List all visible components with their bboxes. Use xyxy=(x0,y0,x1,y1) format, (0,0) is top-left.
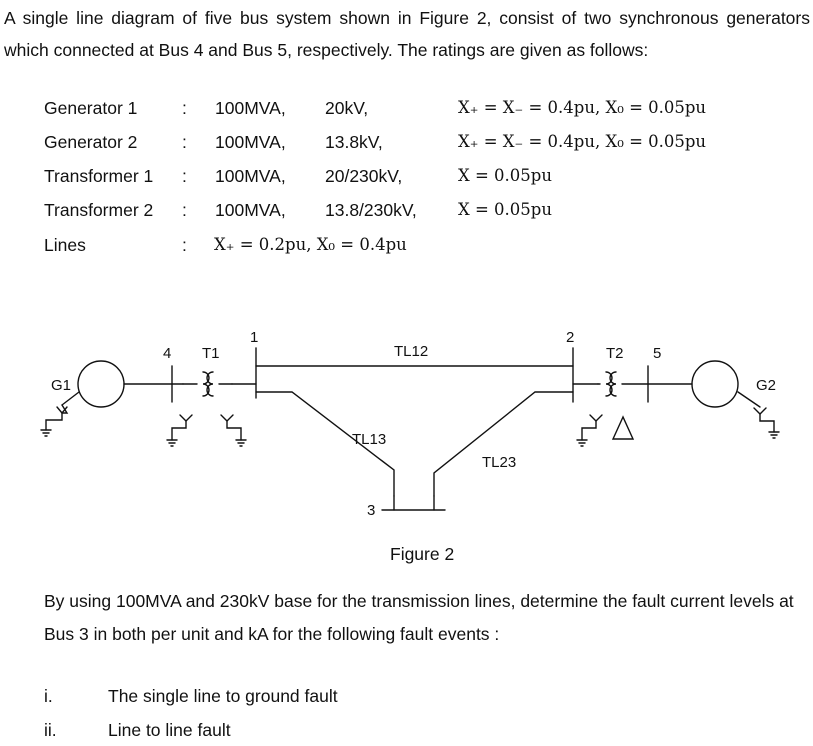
rating-name: Generator 2 xyxy=(44,132,138,152)
figure-caption: Figure 2 xyxy=(390,544,455,564)
bus-3-label: 3 xyxy=(367,502,376,519)
transformer-2 xyxy=(598,345,692,396)
list-item-text: Line to line fault xyxy=(108,720,231,740)
bus-1-label: 1 xyxy=(250,329,259,346)
rating-mva: 100MVA, xyxy=(215,132,286,152)
bus-2-label: 2 xyxy=(566,329,575,346)
transmission-line-tl23 xyxy=(434,392,573,496)
rating-colon: : xyxy=(182,166,187,186)
generator-2 xyxy=(692,361,776,407)
rating-colon: : xyxy=(182,200,187,220)
rating-colon: : xyxy=(182,98,187,118)
rating-kv: 20kV, xyxy=(325,98,369,118)
rating-reactance: X = 0.05pu xyxy=(458,166,552,185)
bus-5 xyxy=(648,345,661,402)
transmission-line-tl13 xyxy=(256,392,394,496)
delta-winding-symbol xyxy=(613,417,633,439)
tl13-label: TL13 xyxy=(352,431,387,448)
generator-1 xyxy=(51,361,124,407)
rating-mva: 100MVA, xyxy=(215,200,286,220)
transformer-1 xyxy=(183,345,232,396)
rating-name: Transformer 2 xyxy=(44,200,154,220)
ground-symbol-t1-left xyxy=(167,415,192,446)
list-item-text: The single line to ground fault xyxy=(108,686,338,706)
rating-kv: 13.8/230kV, xyxy=(325,200,417,220)
g2-label: G2 xyxy=(756,377,777,394)
rating-name: Lines xyxy=(44,235,86,255)
rating-colon: : xyxy=(182,235,187,255)
g1-label: G1 xyxy=(51,377,72,394)
question-paragraph: By using 100MVA and 230kV base for the transmission lines, determine the fault current levels at Bus 3 in both per unit and kA for the following fault events : xyxy=(44,591,794,644)
tl12-label: TL12 xyxy=(394,343,429,360)
rating-kv: 13.8kV, xyxy=(325,132,383,152)
rating-name: Generator 1 xyxy=(44,98,138,118)
rating-reactance: X = 0.05pu xyxy=(458,200,552,219)
list-item-number: i. xyxy=(44,686,53,706)
rating-kv: 20/230kV, xyxy=(325,166,403,186)
list-item-number: ii. xyxy=(44,720,57,740)
transmission-line-tl12 xyxy=(256,343,573,366)
bus-1 xyxy=(232,329,258,398)
rating-name: Transformer 1 xyxy=(44,166,154,186)
ground-symbol-g2 xyxy=(754,408,779,438)
t1-label: T1 xyxy=(202,345,220,362)
ground-symbol-g1 xyxy=(41,405,67,436)
single-line-diagram xyxy=(0,320,813,530)
rating-reactance: X₊ = 0.2pu, X₀ = 0.4pu xyxy=(214,235,407,254)
rating-mva: 100MVA, xyxy=(215,98,286,118)
bus-3 xyxy=(367,496,445,519)
bus-4 xyxy=(163,345,172,402)
t2-label: T2 xyxy=(606,345,624,362)
rating-reactance: X₊ = X₋ = 0.4pu, X₀ = 0.05pu xyxy=(458,132,707,151)
bus-4-label: 4 xyxy=(163,345,172,362)
ground-symbol-t2 xyxy=(577,415,602,446)
ground-symbol-t1-right xyxy=(221,415,246,446)
rating-mva: 100MVA, xyxy=(215,166,286,186)
bus-5-label: 5 xyxy=(653,345,662,362)
rating-reactance: X₊ = X₋ = 0.4pu, X₀ = 0.05pu xyxy=(458,98,707,117)
intro-paragraph: A single line diagram of five bus system shown in Figure 2, consist of two synchronous generators which connected at Bus 4 and Bus 5, respectively. The ratings are given as follows: xyxy=(4,8,810,60)
rating-colon: : xyxy=(182,132,187,152)
tl23-label: TL23 xyxy=(482,454,517,471)
